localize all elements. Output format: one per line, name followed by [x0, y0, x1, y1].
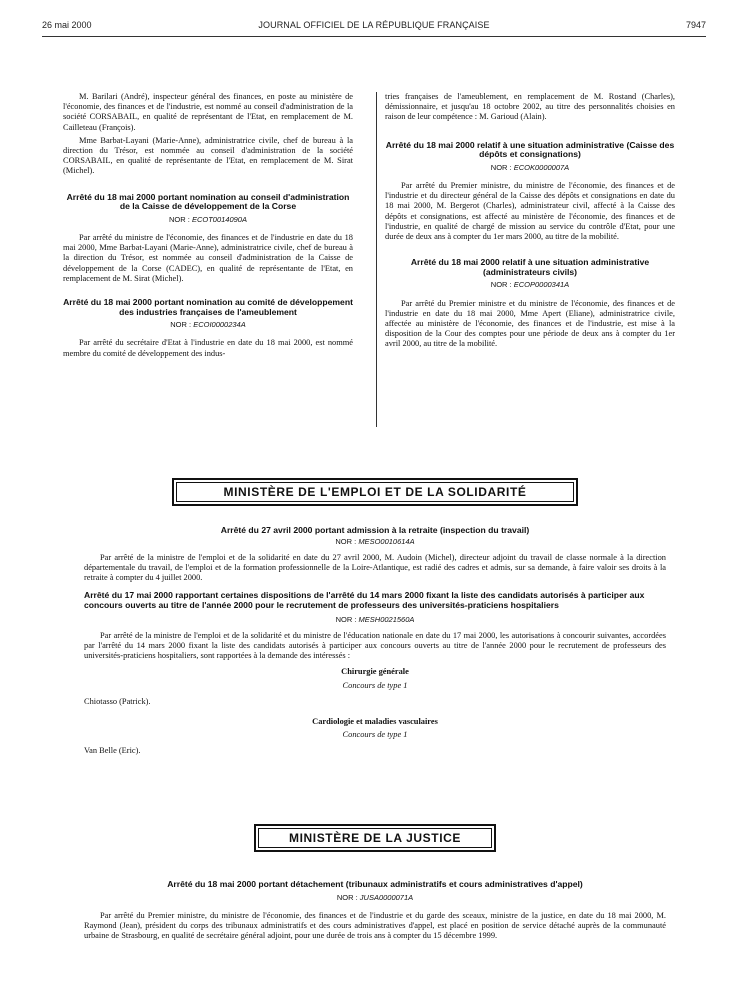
- nor-reference: [385, 163, 675, 173]
- ministry-heading-text: MINISTÈRE DE LA JUSTICE: [258, 828, 492, 848]
- left-column: [63, 92, 353, 362]
- candidate-name: Van Belle (Eric).: [84, 746, 141, 756]
- decree-body: Par arrêté du secrétaire d'Etat à l'industrie en date du 18 mai 2000, est nommé membre du comité de développement des indus-: [63, 338, 353, 358]
- decree-title: Arrêté du 17 mai 2000 rapportant certaines dispositions de l'arrêté du 14 mars 2000 fixant la liste des candidats autorisés à participer aux concours ouverts au titre de l'année 2000 pour le recrutement de professeurs des universités-praticiens hospitaliers: [84, 590, 645, 610]
- decree-title: Arrêté du 18 mai 2000 relatif à une situation administrative (Caisse des dépôts et consignations): [385, 139, 675, 160]
- nor-label: NOR :: [335, 536, 357, 546]
- ministry-heading-text: MINISTÈRE DE L'EMPLOI ET DE LA SOLIDARITÉ: [176, 482, 574, 502]
- paragraph: M. Barilari (André), inspecteur général des finances, en poste au ministère de l'économie, des finances et de l'industrie, est nommé au conseil d'administration de la société CORSABAIL, en qualité de représentant de l'Etat, en remplacement de M. Cailleteau (François).: [63, 92, 353, 132]
- decree-body: Par arrêté du Premier ministre, du ministre de l'économie, des finances et de l'industrie et du garde des sceaux, ministre de la justice, en date du 18 mai 2000, M. Raymond (Jean), président du corps des tribunaux administratifs et des cours administratives d'appel, est placé en position de service détaché auprès de la communauté urbaine de Strasbourg, en qualité de secrétaire général adjoint, pour une durée de trois ans à compter du 15 décembre 1999.: [84, 910, 666, 941]
- nor-code: ECOI0000234A: [193, 320, 246, 330]
- decree-title: Arrêté du 18 mai 2000 portant détachement (tribunaux administratifs et cours administratives d'appel): [167, 879, 583, 889]
- nor-label: NOR :: [490, 162, 512, 172]
- nor-label: NOR :: [336, 892, 358, 902]
- section-justice: [84, 880, 666, 944]
- nor-reference: [385, 280, 675, 290]
- column-separator: [376, 92, 377, 427]
- header-journal-title: JOURNAL OFFICIEL DE LA RÉPUBLIQUE FRANÇAISE: [258, 20, 490, 30]
- nor-label: NOR :: [490, 280, 512, 290]
- decree-title: Arrêté du 18 mai 2000 portant nomination au comité de développement des industries françaises de l'ameublement: [63, 297, 353, 317]
- nor-code: MESH0021560A: [358, 614, 415, 624]
- nor-label: NOR :: [335, 614, 357, 624]
- decree-title: Arrêté du 27 avril 2000 portant admission à la retraite (inspection du travail): [220, 525, 530, 535]
- nor-reference: [84, 537, 666, 547]
- paragraph: Mme Barbat-Layani (Marie-Anne), administratrice civile, chef de bureau à la direction du Trésor, est nommée au conseil d'administration de la société CORSABAIL, en qualité de représentante de l'Etat, en remplacement de M. Sirat (Michel).: [63, 135, 353, 176]
- nor-code: ECOT0014090A: [191, 214, 247, 224]
- nor-code: ECOP0000341A: [513, 280, 570, 290]
- decree-body: Par arrêté du Premier ministre et du ministre de l'économie, des finances et de l'industrie en date du 18 mai 2000, Mme Apert (Eliane), administratrice civile, affectée au ministère de l'économie, des finances et de l'industrie, est mise à la disposition de la Cour des comptes pour une période de deux ans à compter du 1er avril 2000, au titre de la mobilité.: [385, 298, 675, 349]
- decree-title: Arrêté du 18 mai 2000 portant nomination au conseil d'administration de la Caisse de développement de la Corse: [66, 191, 350, 212]
- decree-body: Par arrêté de la ministre de l'emploi et de la solidarité en date du 27 avril 2000, M. Audoin (Michel), directeur adjoint du travail de classe normale à la direction départementale du travail, de l'emploi et de la formation professionnelle de la Loire-Atlantique, est radié des cadres et admis, sur sa demande, à faire valoir ses droits à la retraite à compter du 4 juillet 2000.: [84, 552, 666, 583]
- specialty-heading: Cardiologie et maladies vasculaires: [312, 717, 438, 727]
- nor-code: JUSA0000071A: [359, 892, 414, 902]
- decree-body: Par arrêté du ministre de l'économie, des finances et de l'industrie en date du 18 mai 2000, Mme Barbat-Layani (Marie-Anne), administratrice civile, chef de bureau à la direction du Trésor, est nommée au conseil d'administration de la Caisse de développement de la Corse (CADEC), en qualité de représentante de l'Etat, en remplacement de M. Sirat (Michel).: [63, 233, 353, 283]
- nor-reference: [63, 215, 353, 225]
- paragraph: tries françaises de l'ameublement, en remplacement de M. Rostand (Charles), démissionnaire, et jusqu'au 18 octobre 2002, au titre des personnalités choisies en raison de leur compétence : M. Garioud (Alain).: [385, 92, 675, 122]
- decree-body: Par arrêté du Premier ministre, du ministre de l'économie, des finances et de l'industrie et du directeur général de la Caisse des dépôts et consignations en date du 18 mai 2000, M. Bergerot (Charles), administrateur civil, affecté à la Caisse des dépôts et consignations, est affecté au ministère de l'économie, des finances et de l'industrie, en qualité de chargé de mission au service du contrôle d'Etat, pour une durée de deux ans à compter du 1er mars 2000, au titre de la mobilité.: [385, 181, 675, 242]
- nor-reference: [63, 320, 353, 330]
- header-rule: [42, 36, 706, 37]
- nor-label: NOR :: [170, 320, 192, 330]
- decree-title: Arrêté du 18 mai 2000 relatif à une situation administrative (administrateurs civils): [410, 257, 650, 277]
- nor-reference: [84, 615, 666, 625]
- header-date: 26 mai 2000: [42, 20, 92, 30]
- ministry-heading-emploi: [172, 478, 578, 506]
- ministry-heading-justice: [254, 824, 496, 852]
- nor-code: MESO0010614A: [358, 536, 415, 546]
- nor-code: ECOK0000007A: [513, 162, 570, 172]
- decree-body: Par arrêté de la ministre de l'emploi et de la solidarité et du ministre de l'éducation nationale en date du 17 mai 2000, les autorisations à concourir suivantes, accordées par l'arrêté du 14 mars 2000 fixant la liste des candidats autorisés à participer aux concours ouverts au titre de l'année 2000 pour le recrutement de professeurs des universités-praticiens hospitaliers, sont rapportées à la demande des intéressés :: [84, 630, 666, 661]
- header-page-number: 7947: [685, 20, 706, 30]
- contest-type: Concours de type 1: [342, 730, 408, 740]
- candidate-name: Chiotasso (Patrick).: [84, 696, 151, 706]
- right-column: [385, 92, 675, 353]
- page-header: [42, 20, 706, 34]
- contest-type: Concours de type 1: [342, 680, 408, 690]
- nor-reference: [84, 893, 666, 903]
- specialty-heading: Chirurgie générale: [341, 667, 409, 677]
- nor-label: NOR :: [169, 214, 190, 224]
- section-emploi: [84, 526, 666, 760]
